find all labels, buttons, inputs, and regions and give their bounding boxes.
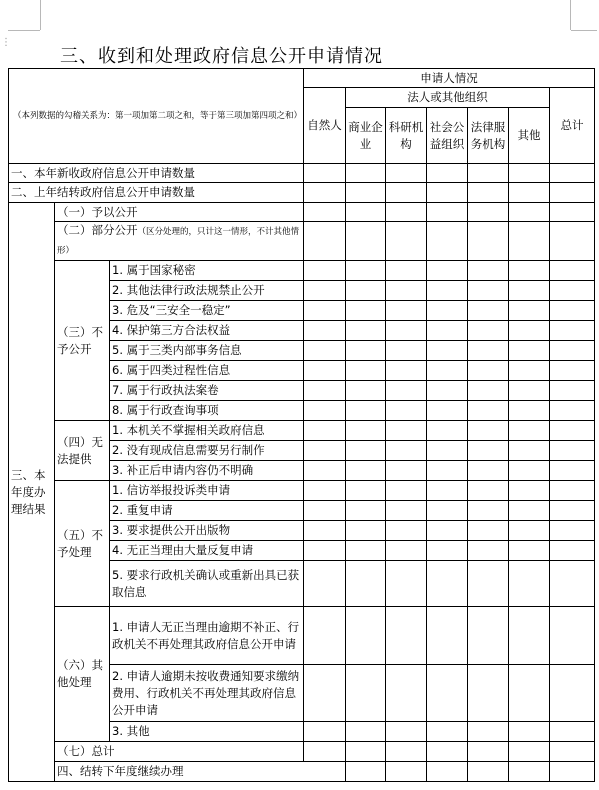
- table-note: （本列数据的勾稽关系为：第一项加第二项之和，等于第三项加第四项之和）: [9, 69, 304, 164]
- results-group-label: 三、本年度办理结果: [9, 203, 55, 782]
- data-cell[interactable]: [550, 742, 595, 762]
- row-label: 二、上年结转政府信息公开申请数量: [9, 183, 304, 203]
- header-research: 科研机构: [386, 108, 427, 164]
- data-cell[interactable]: [427, 762, 468, 782]
- data-cell[interactable]: [346, 261, 386, 281]
- data-cell[interactable]: [386, 203, 427, 222]
- data-cell[interactable]: [509, 341, 550, 361]
- data-cell[interactable]: [509, 361, 550, 381]
- data-cell[interactable]: [386, 441, 427, 461]
- data-cell[interactable]: [427, 481, 468, 501]
- row-label: 2. 没有现成信息需要另行制作: [110, 441, 304, 461]
- data-cell[interactable]: [386, 722, 427, 742]
- data-cell[interactable]: [468, 301, 509, 321]
- row-label: 4. 保护第三方合法权益: [110, 321, 304, 341]
- data-cell[interactable]: [550, 501, 595, 521]
- data-cell[interactable]: [468, 461, 509, 481]
- data-cell[interactable]: [550, 607, 595, 665]
- data-cell[interactable]: [509, 203, 550, 222]
- table-row: [9, 164, 595, 183]
- table-row: [9, 203, 595, 222]
- data-cell[interactable]: [427, 441, 468, 461]
- data-cell[interactable]: [509, 183, 550, 203]
- data-cell[interactable]: [346, 401, 386, 421]
- data-cell[interactable]: [304, 361, 346, 381]
- data-cell[interactable]: [509, 722, 550, 742]
- data-cell[interactable]: [304, 183, 346, 203]
- data-cell[interactable]: [550, 441, 595, 461]
- row-label: 1. 本机关不掌握相关政府信息: [110, 421, 304, 441]
- data-cell[interactable]: [427, 742, 468, 762]
- data-cell[interactable]: [427, 183, 468, 203]
- data-cell[interactable]: [550, 301, 595, 321]
- data-cell[interactable]: [468, 321, 509, 341]
- data-cell[interactable]: [386, 341, 427, 361]
- data-cell[interactable]: [550, 222, 595, 261]
- data-cell[interactable]: [346, 501, 386, 521]
- table-row: [9, 607, 595, 665]
- data-cell[interactable]: [509, 281, 550, 301]
- header-other: 其他: [509, 108, 550, 164]
- data-cell[interactable]: [468, 561, 509, 607]
- data-cell[interactable]: [386, 521, 427, 541]
- row-label: 5. 要求行政机关确认或重新出具已获取信息: [110, 561, 304, 607]
- data-cell[interactable]: [509, 561, 550, 607]
- data-cell[interactable]: [427, 607, 468, 665]
- data-cell[interactable]: [509, 481, 550, 501]
- table-row: [9, 261, 595, 281]
- row-label: 3. 其他: [110, 722, 304, 742]
- data-cell[interactable]: [509, 501, 550, 521]
- data-cell[interactable]: [346, 183, 386, 203]
- data-cell[interactable]: [427, 501, 468, 521]
- data-cell[interactable]: [550, 281, 595, 301]
- data-cell[interactable]: [427, 301, 468, 321]
- data-cell[interactable]: [304, 203, 346, 222]
- data-cell[interactable]: [346, 762, 386, 782]
- data-cell[interactable]: [304, 461, 346, 481]
- data-cell[interactable]: [509, 164, 550, 183]
- data-cell[interactable]: [304, 665, 346, 722]
- header-natural-person: 自然人: [304, 88, 346, 164]
- not-processed-group-label: （五）不予处理: [55, 481, 110, 607]
- data-cell[interactable]: [509, 261, 550, 281]
- table-row: [9, 183, 595, 203]
- data-cell[interactable]: [550, 665, 595, 722]
- row-label: （一）予以公开: [55, 203, 304, 222]
- data-cell[interactable]: [386, 481, 427, 501]
- data-cell[interactable]: [509, 607, 550, 665]
- data-cell[interactable]: [386, 361, 427, 381]
- row-label: 3. 补正后申请内容仍不明确: [110, 461, 304, 481]
- data-cell[interactable]: [386, 401, 427, 421]
- data-cell[interactable]: [468, 481, 509, 501]
- row-label: 1. 信访举报投诉类申请: [110, 481, 304, 501]
- data-cell[interactable]: [509, 321, 550, 341]
- header-total: 总计: [550, 88, 595, 164]
- row-label: 4. 无正当理由大量反复申请: [110, 541, 304, 561]
- data-cell[interactable]: [304, 561, 346, 607]
- partial-note: （区分处理的，只计这一情形，不计其他情形）: [57, 227, 300, 256]
- data-cell[interactable]: [550, 461, 595, 481]
- data-cell[interactable]: [468, 164, 509, 183]
- data-cell[interactable]: [346, 281, 386, 301]
- header-legal-group: 法人或其他组织: [346, 88, 550, 108]
- data-cell[interactable]: [386, 301, 427, 321]
- row-label: 7. 属于行政执法案卷: [110, 381, 304, 401]
- data-cell[interactable]: [386, 421, 427, 441]
- data-cell[interactable]: [468, 665, 509, 722]
- data-cell[interactable]: [427, 203, 468, 222]
- data-cell[interactable]: [468, 421, 509, 441]
- row-label: 5. 属于三类内部事务信息: [110, 341, 304, 361]
- data-cell[interactable]: [304, 381, 346, 401]
- data-cell[interactable]: [304, 742, 346, 762]
- data-cell[interactable]: [509, 541, 550, 561]
- data-cell[interactable]: [468, 222, 509, 261]
- data-cell[interactable]: [427, 361, 468, 381]
- data-cell[interactable]: [346, 665, 386, 722]
- data-cell[interactable]: [550, 762, 595, 782]
- data-cell[interactable]: [346, 164, 386, 183]
- data-cell[interactable]: [468, 183, 509, 203]
- data-cell[interactable]: [550, 481, 595, 501]
- data-cell[interactable]: [509, 762, 550, 782]
- data-cell[interactable]: [427, 341, 468, 361]
- data-cell[interactable]: [304, 501, 346, 521]
- data-cell[interactable]: [346, 203, 386, 222]
- data-cell[interactable]: [468, 762, 509, 782]
- data-cell[interactable]: [304, 222, 346, 261]
- data-cell[interactable]: [304, 607, 346, 665]
- data-cell[interactable]: [550, 541, 595, 561]
- data-cell[interactable]: [427, 521, 468, 541]
- report-table: [8, 68, 595, 782]
- data-cell[interactable]: [304, 164, 346, 183]
- data-cell[interactable]: [550, 361, 595, 381]
- data-cell[interactable]: [509, 222, 550, 261]
- data-cell[interactable]: [427, 321, 468, 341]
- data-cell[interactable]: [386, 541, 427, 561]
- data-cell[interactable]: [386, 164, 427, 183]
- data-cell[interactable]: [550, 203, 595, 222]
- row-label: 2. 申请人逾期未按收费通知要求缴纳费用、行政机关不再处理其政府信息公开申请: [110, 665, 304, 722]
- data-cell[interactable]: [427, 665, 468, 722]
- data-cell[interactable]: [509, 401, 550, 421]
- row-label: 2. 其他法律行政法规禁止公开: [110, 281, 304, 301]
- data-cell[interactable]: [468, 361, 509, 381]
- data-cell[interactable]: [468, 742, 509, 762]
- data-cell[interactable]: [468, 607, 509, 665]
- data-cell[interactable]: [346, 461, 386, 481]
- data-cell[interactable]: [346, 441, 386, 461]
- data-cell[interactable]: [304, 541, 346, 561]
- data-cell[interactable]: [346, 301, 386, 321]
- data-cell[interactable]: [509, 521, 550, 541]
- row-label: 2. 重复申请: [110, 501, 304, 521]
- data-cell[interactable]: [509, 381, 550, 401]
- data-cell[interactable]: [427, 561, 468, 607]
- table-row: [9, 222, 595, 261]
- data-cell[interactable]: [386, 665, 427, 722]
- data-cell[interactable]: [346, 541, 386, 561]
- data-cell[interactable]: [550, 401, 595, 421]
- data-cell[interactable]: [550, 261, 595, 281]
- row-label: 1. 属于国家秘密: [110, 261, 304, 281]
- data-cell[interactable]: [550, 381, 595, 401]
- row-label: 8. 属于行政查询事项: [110, 401, 304, 421]
- data-cell[interactable]: [550, 321, 595, 341]
- data-cell[interactable]: [468, 261, 509, 281]
- data-cell[interactable]: [468, 501, 509, 521]
- data-cell[interactable]: [468, 722, 509, 742]
- data-cell[interactable]: [550, 521, 595, 541]
- row-label: 一、本年新收政府信息公开申请数量: [9, 164, 304, 183]
- data-cell[interactable]: [386, 281, 427, 301]
- data-cell[interactable]: [386, 321, 427, 341]
- table-row: [9, 421, 595, 441]
- row-label-partial: [55, 222, 304, 261]
- data-cell[interactable]: [468, 281, 509, 301]
- data-cell[interactable]: [346, 481, 386, 501]
- data-cell[interactable]: [427, 421, 468, 441]
- data-cell[interactable]: [427, 401, 468, 421]
- data-cell[interactable]: [346, 607, 386, 665]
- header-social-org: 社会公益组织: [427, 108, 468, 164]
- data-cell[interactable]: [427, 164, 468, 183]
- data-cell[interactable]: [427, 222, 468, 261]
- data-cell[interactable]: [304, 481, 346, 501]
- data-cell[interactable]: [346, 421, 386, 441]
- data-cell[interactable]: [346, 722, 386, 742]
- data-cell[interactable]: [550, 183, 595, 203]
- data-cell[interactable]: [427, 461, 468, 481]
- data-cell[interactable]: [304, 281, 346, 301]
- partial-label: （二）部分公开: [57, 223, 138, 237]
- data-cell[interactable]: [550, 164, 595, 183]
- data-cell[interactable]: [468, 203, 509, 222]
- data-cell[interactable]: [346, 222, 386, 261]
- data-cell[interactable]: [304, 401, 346, 421]
- table-move-handle[interactable]: ⋮: [1, 37, 10, 48]
- data-cell[interactable]: [386, 222, 427, 261]
- data-cell[interactable]: [304, 722, 346, 742]
- page-crop-mark: [8, 30, 40, 31]
- data-cell[interactable]: [386, 261, 427, 281]
- data-cell[interactable]: [509, 301, 550, 321]
- data-cell[interactable]: [468, 381, 509, 401]
- data-cell[interactable]: [386, 607, 427, 665]
- row-label: 四、结转下年度继续办理: [55, 762, 346, 782]
- not-public-group-label: （三）不予公开: [55, 261, 110, 421]
- data-cell[interactable]: [509, 421, 550, 441]
- data-cell[interactable]: [550, 341, 595, 361]
- data-cell[interactable]: [304, 441, 346, 461]
- data-cell[interactable]: [346, 561, 386, 607]
- data-cell[interactable]: [427, 281, 468, 301]
- data-cell[interactable]: [386, 461, 427, 481]
- data-cell[interactable]: [386, 381, 427, 401]
- data-cell[interactable]: [304, 261, 346, 281]
- data-cell[interactable]: [468, 521, 509, 541]
- data-cell[interactable]: [509, 742, 550, 762]
- data-cell[interactable]: [550, 561, 595, 607]
- data-cell[interactable]: [509, 441, 550, 461]
- header-business: 商业企业: [346, 108, 386, 164]
- data-cell[interactable]: [346, 321, 386, 341]
- data-cell[interactable]: [427, 381, 468, 401]
- data-cell[interactable]: [509, 665, 550, 722]
- data-cell[interactable]: [468, 541, 509, 561]
- data-cell[interactable]: [550, 722, 595, 742]
- data-cell[interactable]: [386, 183, 427, 203]
- data-cell[interactable]: [468, 341, 509, 361]
- table-row: [9, 762, 595, 782]
- data-cell[interactable]: [346, 381, 386, 401]
- row-label: 6. 属于四类过程性信息: [110, 361, 304, 381]
- data-cell[interactable]: [304, 421, 346, 441]
- header-legal-service: 法律服务机构: [468, 108, 509, 164]
- data-cell[interactable]: [386, 561, 427, 607]
- data-cell[interactable]: [304, 301, 346, 321]
- data-cell[interactable]: [427, 541, 468, 561]
- page-crop-mark: [40, 0, 41, 30]
- data-cell[interactable]: [386, 501, 427, 521]
- data-cell[interactable]: [304, 321, 346, 341]
- data-cell[interactable]: [346, 341, 386, 361]
- row-label: 3. 要求提供公开出版物: [110, 521, 304, 541]
- data-cell[interactable]: [468, 401, 509, 421]
- data-cell[interactable]: [346, 521, 386, 541]
- data-cell[interactable]: [427, 722, 468, 742]
- row-label: 1. 申请人无正当理由逾期不补正、行政机关不再处理其政府信息公开申请: [110, 607, 304, 665]
- unable-group-label: （四）无法提供: [55, 421, 110, 481]
- row-label: （七）总计: [55, 742, 304, 762]
- row-label: 3. 危及“三安全一稳定”: [110, 301, 304, 321]
- data-cell[interactable]: [509, 461, 550, 481]
- data-cell[interactable]: [346, 742, 386, 762]
- table-row: [9, 481, 595, 501]
- data-cell[interactable]: [304, 341, 346, 361]
- page-crop-mark: [570, 0, 571, 30]
- data-cell[interactable]: [304, 521, 346, 541]
- data-cell[interactable]: [386, 742, 427, 762]
- data-cell[interactable]: [427, 261, 468, 281]
- page-title: 三、收到和处理政府信息公开申请情况: [60, 46, 383, 67]
- data-cell[interactable]: [386, 762, 427, 782]
- table-row: [9, 742, 595, 762]
- other-group-label: （六）其他处理: [55, 607, 110, 742]
- data-cell[interactable]: [346, 361, 386, 381]
- data-cell[interactable]: [468, 441, 509, 461]
- header-applicant-info: 申请人情况: [304, 69, 595, 88]
- data-cell[interactable]: [550, 421, 595, 441]
- page-crop-mark: [571, 30, 597, 31]
